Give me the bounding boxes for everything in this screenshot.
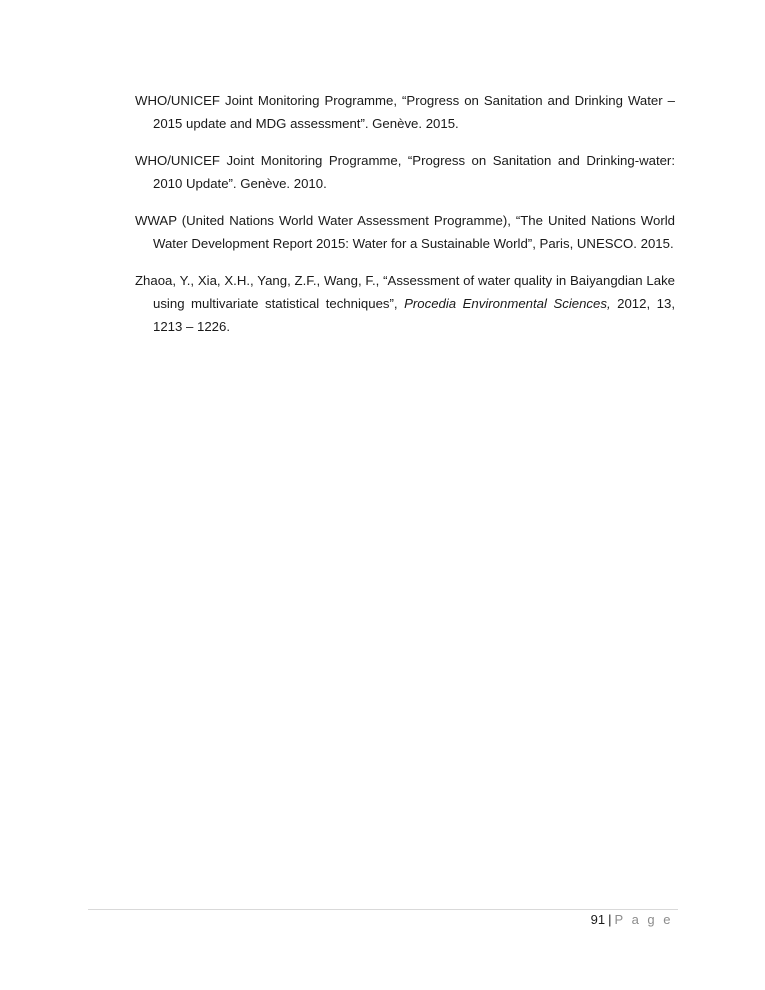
reference-item: WWAP (United Nations World Water Assessment Programme), “The United Nations World Water Development Report 2015: Water for a Sustainable World”, Paris, UNESCO. 2015.	[135, 213, 675, 251]
footer-separator: |	[608, 912, 612, 927]
reference-journal: Procedia Environmental Sciences,	[404, 296, 611, 311]
footer-divider	[88, 909, 678, 910]
page-footer	[591, 911, 673, 929]
reference-text: Zhaoa, Y., Xia, X.H., Yang, Z.F., Wang, F., “Assessment of water quality in Baiyangdian Lake using multivariate statistical techniques”,	[135, 273, 675, 311]
reference-text: 2012, 13, 1213 – 1226.	[153, 296, 675, 334]
reference-list	[135, 89, 675, 352]
reference-item	[135, 269, 675, 338]
page-label: P a g e	[614, 912, 673, 927]
page-number: 91	[590, 912, 606, 927]
reference-item: WHO/UNICEF Joint Monitoring Programme, “Progress on Sanitation and Drinking Water – 2015 update and MDG assessment”. Genève. 2015.	[135, 93, 675, 131]
reference-item: WHO/UNICEF Joint Monitoring Programme, “Progress on Sanitation and Drinking-water: 2010 Update”. Genève. 2010.	[135, 153, 675, 191]
